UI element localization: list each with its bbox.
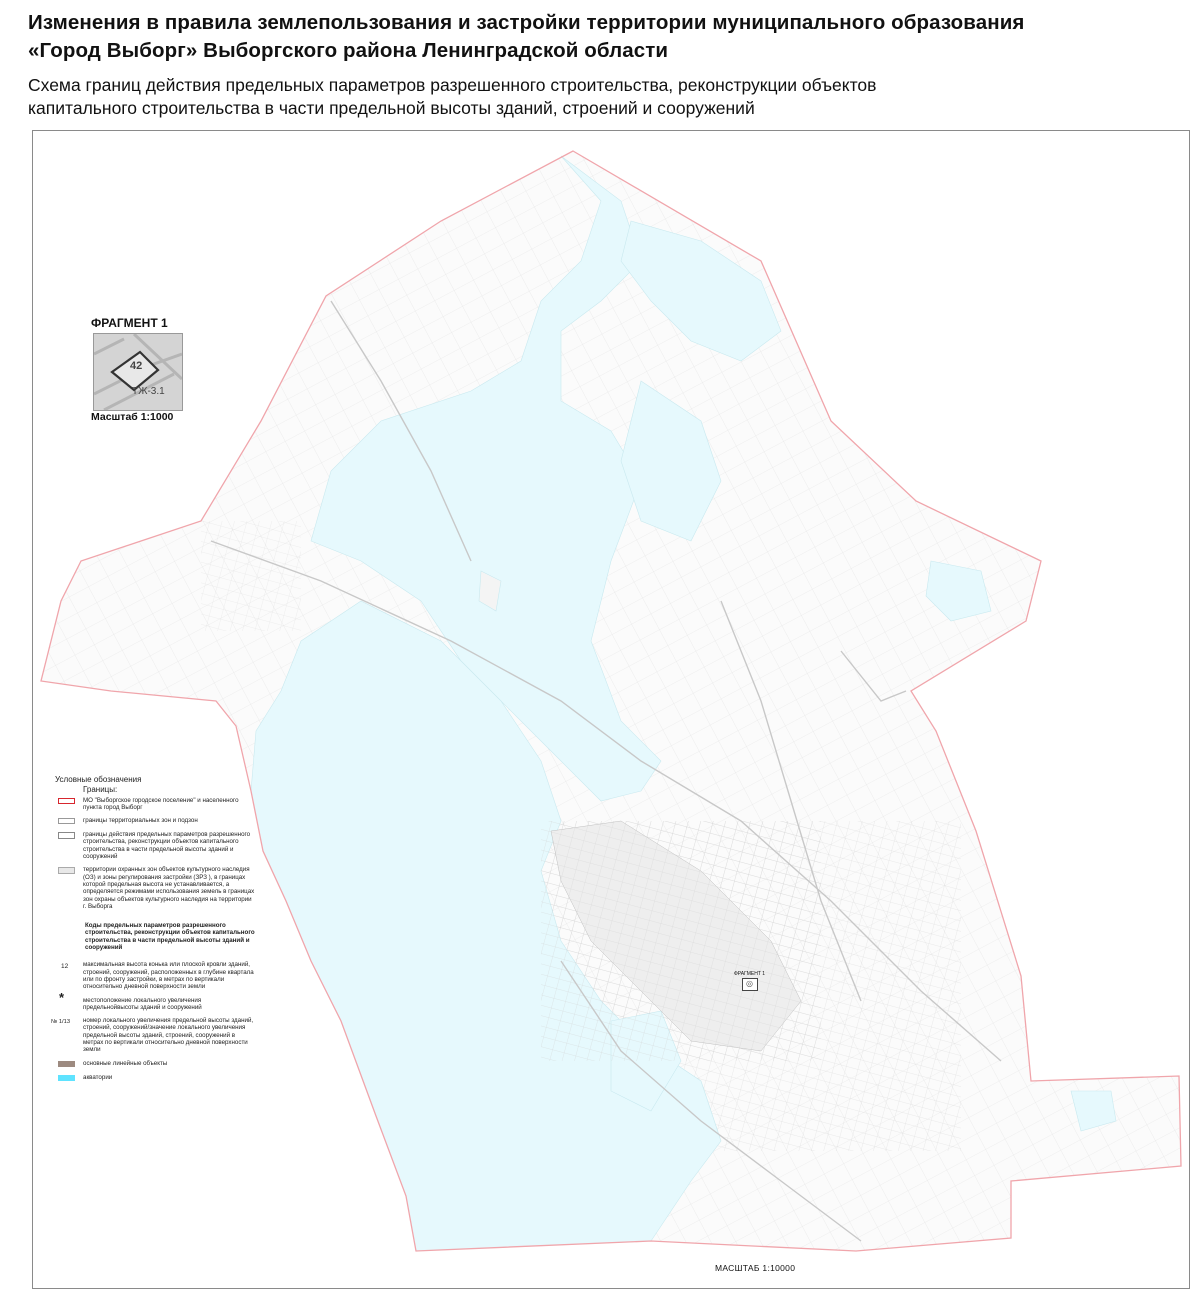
legend-code-text: номер локального увеличения предельной высоты зданий, строений, сооружений/значение локального увеличения предельной высоты зданий, строений, сооружений в метрах по вертикали относительно дневной поверхности земли [83,1017,254,1054]
page-title [28,9,1024,65]
cyan-swatch [58,1075,75,1081]
brown-swatch [58,1061,75,1067]
fragment-height-code: 42 [130,360,143,372]
legend-code-text: максимальная высота конька или плоской кровли зданий, строений, сооружений, расположенных в глубине квартала или по фронту застройки, в метрах по вертикали относительно дневной поверхности земли [83,961,254,991]
legend-code-local-increase [55,989,255,1012]
legend-code-increase-number [51,1017,255,1054]
fragment-marker-label: ФРАГМЕНТ 1 [734,971,766,977]
fragment-inset[interactable] [93,333,183,411]
grey-double-swatch [58,832,75,839]
fragment-marker[interactable] [742,978,758,991]
map-canvas[interactable] [33,131,1190,1289]
code-symbol: 12 [61,963,69,971]
legend-item-text: МО "Выборгское городское поселение" и населенного пункта город Выборг [83,796,239,811]
legend-item-text: границы действия предельных параметров разрешенного строительства, реконструкции объектов капитального строительства в части предельной высоты зданий и сооружений [83,831,251,861]
title-line-1: Изменения в правила землепользования и застройки территории муниципального образования [28,11,1025,34]
legend-codes-heading: Коды предельных параметров разрешенного строительства, реконструкции объектов капитального строительства в части предельной высоты зданий и сооружений [85,922,255,952]
code-symbol: № 1/13 [51,1019,71,1026]
legend [51,775,255,1088]
star-icon: * [59,989,65,1005]
legend-item-text: территории охранных зон объектов культурного наследия (ОЗ) и зоны регулирования застройки (ЗРЗ ), в границах которой предельная высота не устанавливается, а определяется режимами использования земель в границах зон охраны объектов культурного наследия на территории г. Выборга [83,866,255,910]
fragment-title: ФРАГМЕНТ 1 [91,316,168,330]
fragment-map [94,334,182,410]
legend-item-municipal-boundary [55,797,255,812]
legend-fill-linear-objects [55,1060,255,1068]
grey-line-swatch [58,818,75,824]
map-scale-label: МАСШТАБ 1:10000 [715,1263,796,1273]
city-center [541,821,821,1061]
fragment-marker-icon: ◎ [746,979,753,988]
legend-item-zone-boundary [55,817,255,825]
legend-item-text: границы территориальных зон и подзон [83,817,198,825]
legend-fill-text: основные линейные объекты [83,1059,168,1067]
legend-item-height-boundary [55,831,255,860]
legend-code-text: местоположение локального увеличения предельнойвысоты зданий и сооружений [83,996,202,1011]
fragment-scale: Масштаб 1:1000 [91,411,174,423]
legend-boundaries-heading: Границы: [83,785,118,795]
subtitle-line-1: Схема границ действия предельных параметров разрешенного строительства, реконструкции объектов [28,75,877,95]
legend-fill-text: акватории [83,1073,113,1081]
legend-code-max-height [55,961,255,990]
subtitle-line-2: капитального строительства в части предельной высоты зданий, строений и сооружений [28,98,755,118]
fragment-zone-code: ТЖ-3.1 [132,386,165,397]
legend-fill-water [55,1074,255,1082]
title-line-2: «Город Выборг» Выборгского района Ленинградской области [28,39,669,62]
map-frame[interactable] [32,130,1190,1289]
red-outline-swatch [58,798,75,804]
legend-title: Условные обозначения [55,775,142,784]
legend-item-heritage-zones [55,866,255,910]
grey-fill-swatch [58,867,75,874]
page-subtitle [28,74,876,120]
